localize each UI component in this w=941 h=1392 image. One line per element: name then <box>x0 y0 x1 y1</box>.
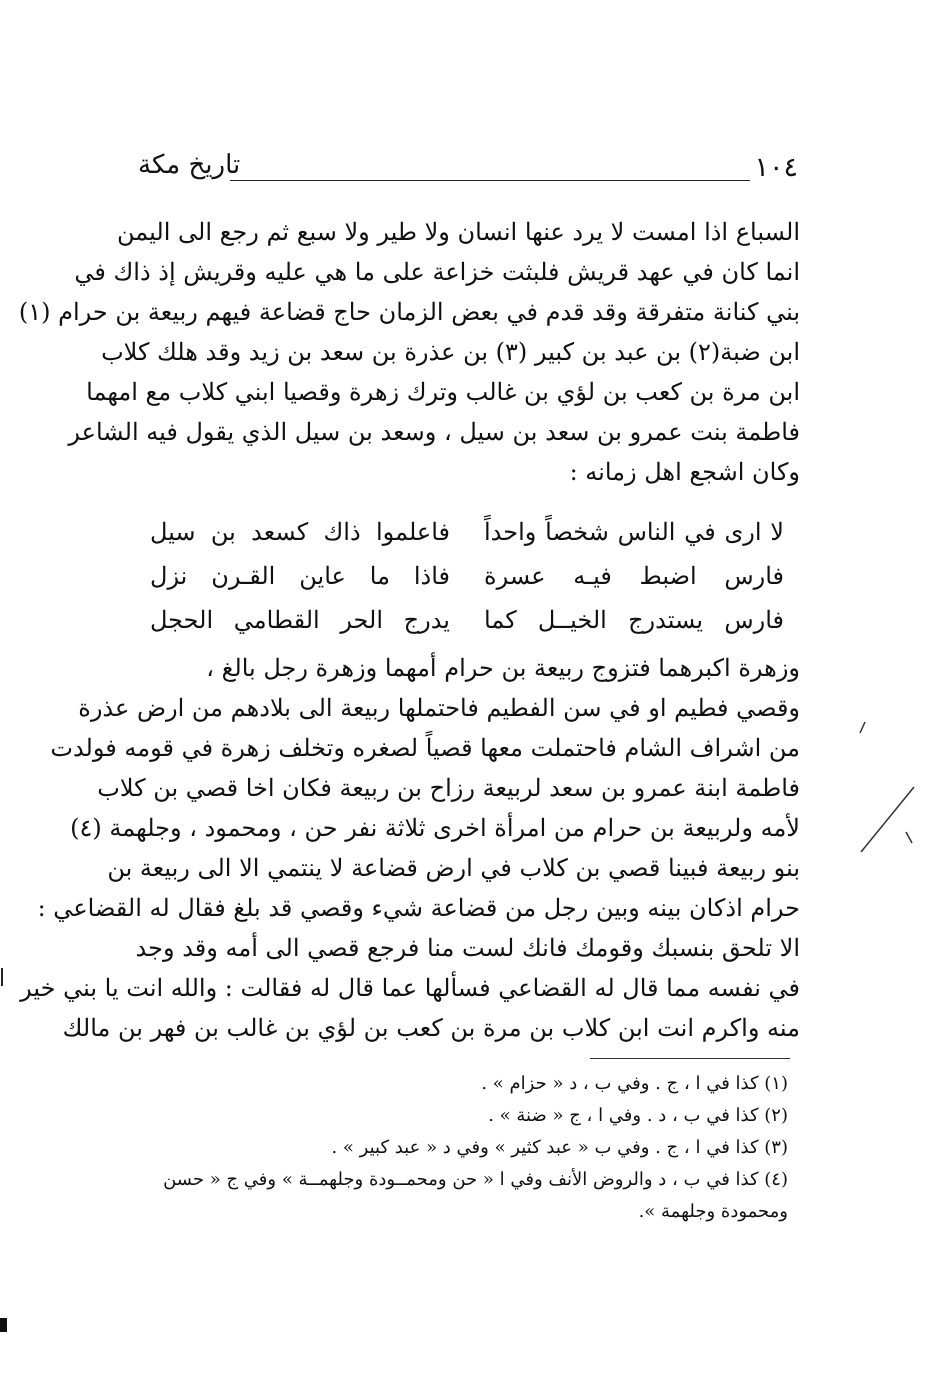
text-line: ابن مرة بن كعب بن لؤي بن غالب وترك زهرة وقصيا ابني كلاب مع امهما <box>86 378 800 406</box>
text-line: فاطمة ابنة عمرو بن سعد لربيعة رزاح بن ربيعة فكان اخا قصي بن كلاب <box>97 774 800 802</box>
verse-second-hemistich: يدرج الحر القطامي الحجل <box>150 606 450 634</box>
text-line: الا تلحق بنسبك وقومك فانك لست منا فرجع قصي الى أمه وقد وجد <box>135 934 800 962</box>
text-line: بنو ربيعة فبينا قصي بن كلاب في ارض قضاعة لا ينتمي الا الى ربيعة بن <box>107 854 800 882</box>
paragraph-1 <box>18 212 800 492</box>
verse-first-hemistich: لا ارى في الناس شخصاً واحداً <box>484 518 784 546</box>
text-line: فاطمة بنت عمرو بن سعد بن سيل ، وسعد بن سيل الذي يقول فيه الشاعر <box>68 418 800 446</box>
pencil-mark <box>861 787 914 852</box>
text-line: انما كان في عهد قريش فلبثت خزاعة على ما هي عليه وقريش إذ ذاك في <box>74 258 800 286</box>
text-line: وكان اشجع اهل زمانه : <box>569 458 800 486</box>
footnote-rule <box>590 1058 790 1059</box>
text-line: منه واكرم انت ابن كلاب بن مرة بن كعب بن لؤي بن غالب بن فهر بن مالك <box>62 1014 800 1042</box>
pencil-mark <box>860 722 865 733</box>
verse-second-hemistich: فاذا ما عاين القـرن نزل <box>150 562 450 590</box>
poem-verse <box>150 554 784 598</box>
header-rule <box>230 180 750 181</box>
running-title: تاريخ مكة <box>138 150 241 180</box>
footnote: (٢) كذا في ب ، د . وفي ا ، ج « ضنة » . <box>488 1105 788 1126</box>
page-header <box>138 150 798 190</box>
text-line: بني كنانة متفرقة وقد قدم في بعض الزمان حاج قضاعة فيهم ربيعة بن حرام (١) <box>18 298 800 326</box>
poem-verse <box>150 598 784 642</box>
text-line: وقصي فطيم او في سن الفطيم فاحتملها ربيعة الى بلادهم من ارض عذرة <box>78 694 800 722</box>
verse-first-hemistich: فارس اضبط فيـه عسرة <box>484 562 784 590</box>
edge-blot <box>0 1318 7 1332</box>
footnote: ومحمودة وجلهمة ». <box>638 1201 788 1222</box>
footnote: (٤) كذا في ب ، د والروض الأنف وفي ا « حن ومحمــودة وجلهمــة » وفي ج « حسن <box>163 1169 788 1190</box>
text-line: السباع اذا امست لا يرد عنها انسان ولا طير ولا سبع ثم رجع الى اليمن <box>117 218 800 246</box>
verse-first-hemistich: فارس يستدرج الخيــل كما <box>484 606 784 634</box>
footnote: (٣) كذا في ا ، ج . وفي ب « عبد كثير » وفي د « عبد كبير » . <box>331 1137 788 1158</box>
text-line: وزهرة اكبرهما فتزوج ربيعة بن حرام أمهما وزهرة رجل بالغ ، <box>206 654 800 682</box>
text-line: ابن ضبة(٢) بن عبد بن كبير (٣) بن عذرة بن سعد بن زيد وقد هلك كلاب <box>101 338 800 366</box>
verse-second-hemistich: فاعلموا ذاك كسعد بن سيل <box>150 518 450 546</box>
text-line: في نفسه مما قال له القضاعي فسألها عما قال له فقالت : والله انت يا بني خير <box>20 974 800 1002</box>
text-line: حرام اذكان بينه وبين رجل من قضاعة شيء وقصي قد بلغ فقال له القضاعي : <box>37 894 800 922</box>
paragraph-2 <box>20 648 800 1048</box>
poem-verse <box>150 510 784 554</box>
text-line: من اشراف الشام فاحتملت معها قصياً لصغره وتخلف زهرة في قومه فولدت <box>50 734 800 762</box>
pencil-mark <box>906 832 912 843</box>
page-number: ١٠٤ <box>754 152 798 183</box>
poem <box>150 510 784 642</box>
text-line: لأمه ولربيعة بن حرام من امرأة اخرى ثلاثة نفر حن ، ومحمود ، وجلهمة (٤) <box>70 814 800 842</box>
footnote: (١) كذا في ا ، ج . وفي ب ، د « حزام » . <box>481 1073 788 1094</box>
footnotes <box>138 1068 788 1228</box>
